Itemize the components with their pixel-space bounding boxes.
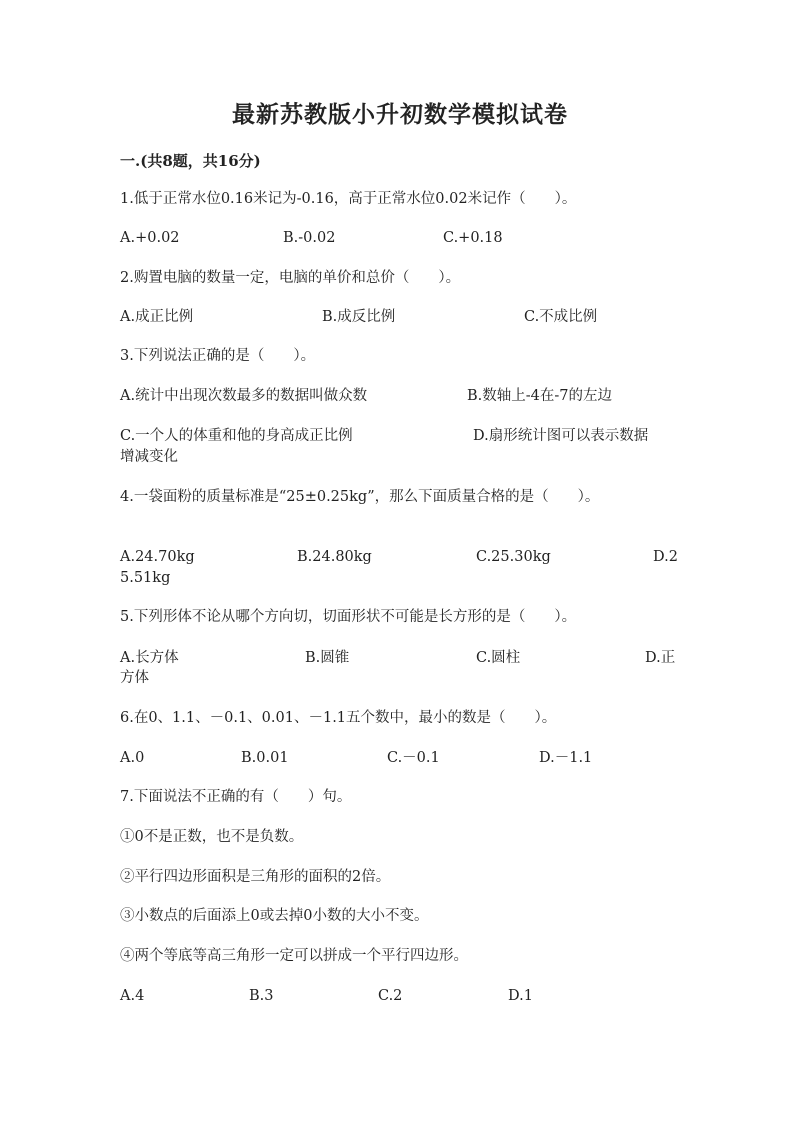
question-5-option-b: B.圆锥 xyxy=(305,650,350,666)
question-6-option-b: B.0.01 xyxy=(241,750,289,766)
question-2-option-c: C.不成比例 xyxy=(524,309,598,325)
question-7-statement-1: ①0不是正数，也不是负数。 xyxy=(120,829,304,845)
question-7-statement-4: ④两个等底等高三角形一定可以拼成一个平行四边形。 xyxy=(120,948,468,964)
question-3-option-d: D.扇形统计图可以表示数据 xyxy=(473,428,649,444)
question-5-text: 5.下列形体不论从哪个方向切，切面形状不可能是长方形的是（ ）。 xyxy=(120,609,577,625)
question-3-option-b: B.数轴上-4在-7的左边 xyxy=(467,388,613,404)
question-5-option-c: C.圆柱 xyxy=(476,650,521,666)
question-1-option-a: A.+0.02 xyxy=(120,230,180,246)
question-6-option-d: D.－1.1 xyxy=(539,750,593,766)
question-1-option-c: C.+0.18 xyxy=(443,230,503,246)
question-7-statement-3: ③小数点的后面添上0或去掉0小数的大小不变。 xyxy=(120,908,429,924)
question-4-option-b: B.24.80kg xyxy=(297,549,372,565)
question-2-option-b: B.成反比例 xyxy=(322,309,396,325)
question-7-option-c: C.2 xyxy=(378,988,403,1004)
question-1-text: 1.低于正常水位0.16米记为-0.16，高于正常水位0.02米记作（ ）。 xyxy=(120,191,577,207)
question-3-option-a: A.统计中出现次数最多的数据叫做众数 xyxy=(120,388,368,404)
question-7-text: 7.下面说法不正确的有（ ）句。 xyxy=(120,789,352,805)
question-6-option-a: A.0 xyxy=(120,750,145,766)
question-5-option-d-continued: 方体 xyxy=(120,670,149,686)
question-4-text: 4.一袋面粉的质量标准是“25±0.25kg”，那么下面质量合格的是（ ）。 xyxy=(120,489,600,505)
question-7-option-b: B.3 xyxy=(249,988,274,1004)
question-2-text: 2.购置电脑的数量一定，电脑的单价和总价（ ）。 xyxy=(120,270,461,286)
question-2-option-a: A.成正比例 xyxy=(120,309,194,325)
question-6-option-c: C.－0.1 xyxy=(387,750,440,766)
question-5-option-d: D.正 xyxy=(645,650,676,666)
question-3-text: 3.下列说法正确的是（ ）。 xyxy=(120,348,316,364)
question-1-option-b: B.-0.02 xyxy=(283,230,336,246)
question-3-option-d-continued: 增减变化 xyxy=(120,449,178,465)
question-6-text: 6.在0、1.1、－0.1、0.01、－1.1五个数中，最小的数是（ ）。 xyxy=(120,710,557,726)
question-4-option-d: D.2 xyxy=(653,549,678,565)
question-3-option-c: C.一个人的体重和他的身高成正比例 xyxy=(120,428,353,444)
question-7-option-d: D.1 xyxy=(508,988,533,1004)
question-7-option-a: A.4 xyxy=(120,988,145,1004)
question-4-option-a: A.24.70kg xyxy=(120,549,195,565)
section-heading: 一.(共8题，共16分) xyxy=(120,152,261,170)
page-title: 最新苏教版小升初数学模拟试卷 xyxy=(232,101,568,128)
question-5-option-a: A.长方体 xyxy=(120,650,179,666)
question-4-option-c: C.25.30kg xyxy=(476,549,551,565)
question-7-statement-2: ②平行四边形面积是三角形的面积的2倍。 xyxy=(120,869,391,885)
question-4-option-d-continued: 5.51kg xyxy=(120,570,171,586)
